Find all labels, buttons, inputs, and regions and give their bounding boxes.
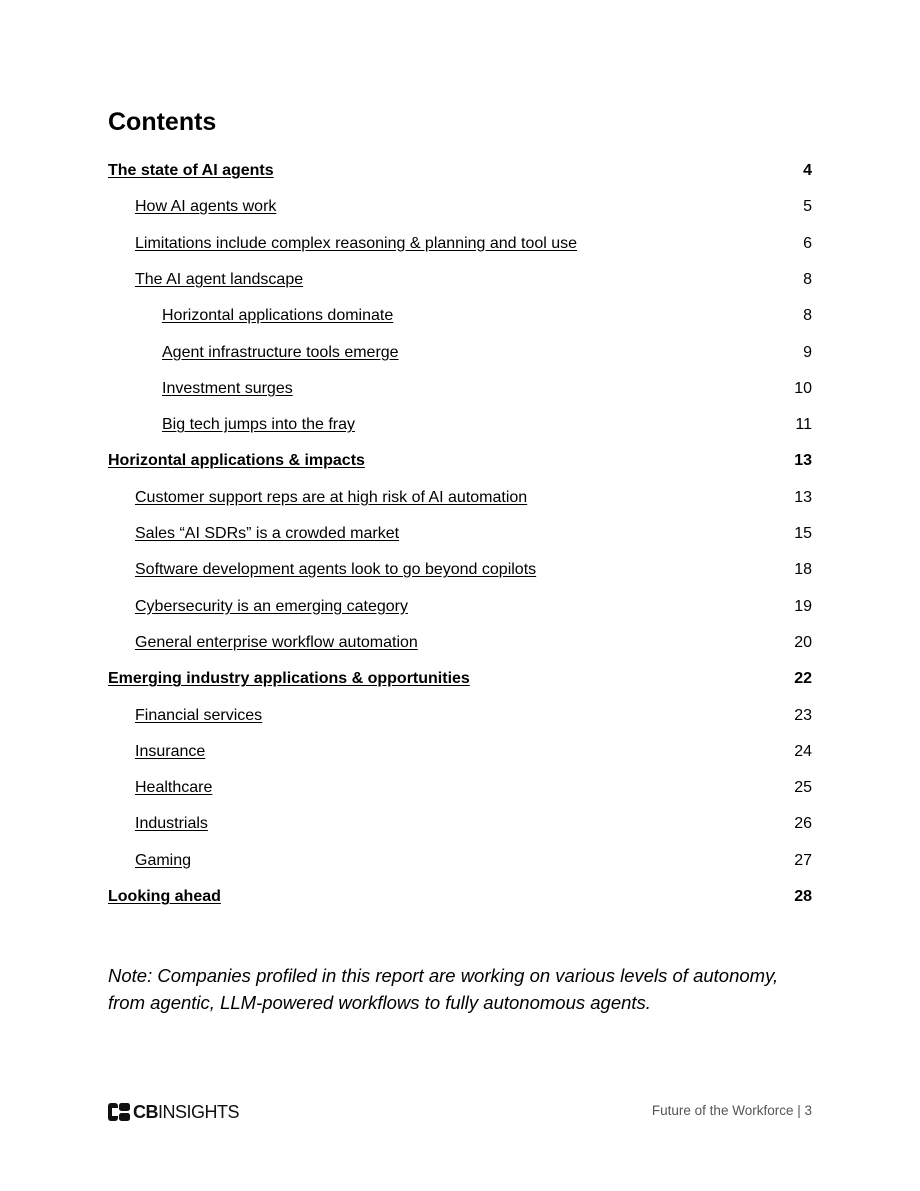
- toc-link[interactable]: Limitations include complex reasoning & planning and tool use: [135, 234, 578, 252]
- toc-entry: [108, 559, 812, 581]
- toc-link[interactable]: Horizontal applications & impacts: [108, 452, 365, 470]
- toc-page-number: 13: [794, 488, 812, 506]
- toc-link[interactable]: Agent infrastructure tools emerge: [162, 343, 399, 361]
- toc-entry: [108, 705, 812, 727]
- toc-entry: [108, 378, 812, 400]
- logo-wordmark: CBINSIGHTS: [133, 1102, 240, 1122]
- toc-link[interactable]: Software development agents look to go beyond copilots: [135, 561, 537, 579]
- toc-page-number: 26: [794, 815, 812, 833]
- toc-link[interactable]: Healthcare: [135, 779, 213, 797]
- page-title: Contents: [108, 108, 217, 136]
- cb-insights-logo-icon: [108, 1103, 130, 1121]
- toc-entry: [108, 632, 812, 654]
- toc-entry: [108, 523, 812, 545]
- toc-page-number: 23: [794, 706, 812, 724]
- toc-page-number: 4: [803, 162, 812, 179]
- toc-page-number: 8: [803, 270, 812, 288]
- toc-entry: [108, 342, 812, 364]
- toc-link[interactable]: Investment surges: [162, 379, 293, 397]
- toc-page-number: 19: [794, 597, 812, 615]
- toc-page-number: 9: [803, 343, 812, 361]
- toc-page-number: 20: [794, 633, 812, 651]
- toc-page-number: 24: [794, 742, 812, 760]
- toc-link[interactable]: How AI agents work: [135, 198, 277, 216]
- toc-page-number: 28: [794, 888, 812, 905]
- toc-entry: [108, 741, 812, 763]
- toc-link[interactable]: Gaming: [135, 851, 192, 869]
- toc-page-number: 5: [803, 198, 812, 216]
- toc-entry: [108, 450, 812, 472]
- toc-page-number: 8: [803, 307, 812, 325]
- toc-page-number: 13: [794, 452, 812, 470]
- toc-link[interactable]: Cybersecurity is an emerging category: [135, 597, 409, 615]
- note-text: Note: Companies profiled in this report are working on various levels of autonomy, from agentic, LLM-powered workflows to fully autonomous agents.: [108, 965, 779, 1013]
- toc-link[interactable]: Industrials: [135, 815, 208, 833]
- toc-entry: [108, 596, 812, 618]
- toc-entry: [108, 487, 812, 509]
- toc-entry: [108, 305, 812, 327]
- toc-page-number: 22: [794, 670, 812, 688]
- report-name: Future of the Workforce: [651, 1103, 794, 1118]
- toc-entry: [108, 777, 812, 799]
- toc-entry: [108, 850, 812, 872]
- page-number: 3: [804, 1103, 812, 1118]
- toc-link[interactable]: The AI agent landscape: [135, 270, 304, 288]
- toc-page-number: 15: [794, 525, 812, 542]
- toc-page-number: 6: [803, 234, 812, 252]
- footer-page-info: Future of the Workforce | 3: [651, 1103, 812, 1118]
- toc-link[interactable]: General enterprise workflow automation: [135, 633, 418, 651]
- toc-entry: [108, 414, 812, 436]
- toc-entry: [108, 269, 812, 291]
- toc-link[interactable]: Insurance: [135, 742, 206, 760]
- toc-link[interactable]: Financial services: [135, 706, 263, 724]
- toc-link[interactable]: Looking ahead: [108, 888, 221, 905]
- toc-link[interactable]: The state of AI agents: [108, 162, 274, 179]
- toc-link[interactable]: Customer support reps are at high risk of AI automation: [135, 488, 528, 506]
- toc-page-number: 27: [794, 851, 812, 869]
- toc-entry: [108, 668, 812, 690]
- cb-insights-logo: [108, 1101, 239, 1123]
- toc-entry: [108, 233, 812, 255]
- toc-entry: [108, 160, 812, 182]
- toc-link[interactable]: Sales “AI SDRs” is a crowded market: [135, 525, 400, 542]
- toc-entry: [108, 196, 812, 218]
- toc-entry: [108, 886, 812, 908]
- toc-link[interactable]: Big tech jumps into the fray: [162, 416, 355, 434]
- toc-page-number: 11: [795, 416, 812, 434]
- toc-link[interactable]: Emerging industry applications & opportunities: [108, 670, 470, 688]
- toc-entry: [108, 813, 812, 835]
- toc-page-number: 25: [794, 779, 812, 797]
- toc-link[interactable]: Horizontal applications dominate: [162, 307, 394, 325]
- toc-page-number: 10: [794, 379, 812, 397]
- toc-page-number: 18: [794, 561, 812, 579]
